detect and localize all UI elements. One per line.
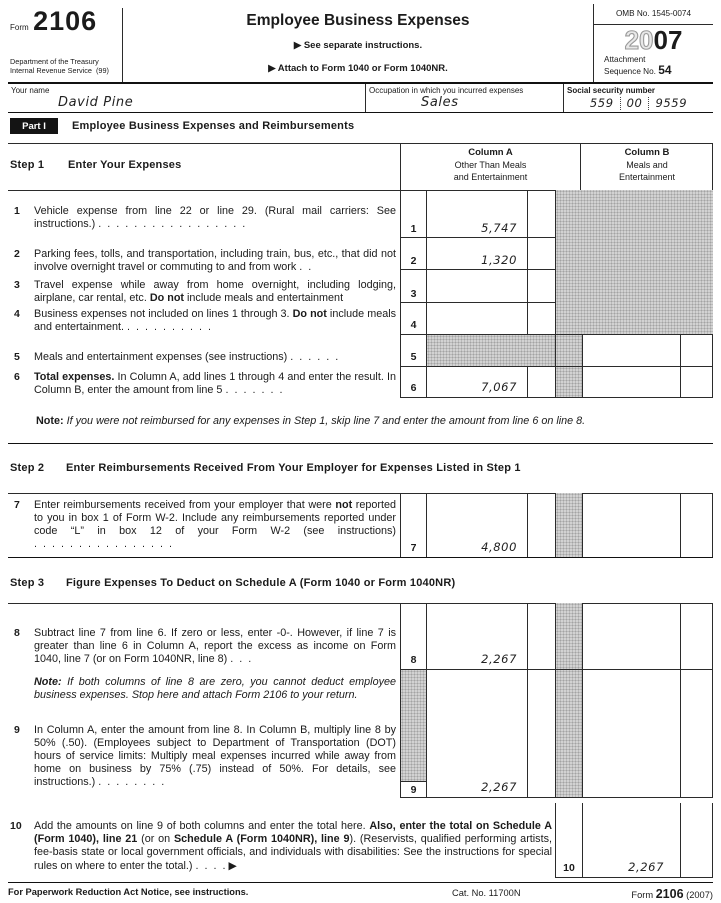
line6-amount-a: 7,067 (426, 367, 527, 397)
line7-amount-b[interactable] (582, 493, 680, 557)
line1-column-b-shaded (555, 190, 713, 238)
line9-amount-b[interactable] (582, 670, 680, 797)
column-divider-strip (555, 493, 582, 557)
attach-note: ▶ Attach to Form 1040 or Form 1040NR. (268, 63, 448, 74)
step1-label: Step 1 (10, 159, 45, 171)
attachment-sequence (594, 55, 713, 77)
dept-99: (99) (96, 65, 109, 75)
line9-cents-b[interactable] (680, 670, 713, 797)
line3-amount-a[interactable] (426, 270, 527, 303)
line6-box-number: 6 (400, 367, 426, 397)
line10-total-cents[interactable] (680, 803, 713, 877)
line8-box-number: 8 (400, 603, 426, 669)
footer-rule (8, 882, 713, 883)
paperwork-notice: For Paperwork Reduction Act Notice, see instructions. (8, 887, 249, 897)
column-b-name: Column B (624, 147, 670, 158)
sequence-word: Sequence No. (604, 67, 656, 76)
line6-text: Total expenses. In Column A, add lines 1 through 4 and enter the result. In Column B, enter the amount from line 5 . . . . . . . (34, 371, 396, 396)
line1-row (400, 190, 713, 238)
line1-cents-a[interactable] (527, 190, 555, 238)
line5-leader: . . . . . . (290, 351, 339, 363)
line1-leader: . . . . . . . . . . . . . . . . . (98, 218, 246, 230)
line8-text: Subtract line 7 from line 6. If zero or less, enter -0-. However, if line 7 is greater than line 6 in Column A, report the excess as income on Form 1040, line 7 (or on Form 1040NR, line 8) . . . (34, 627, 396, 665)
line8-cents-b[interactable] (680, 603, 713, 669)
step2-top-rule (8, 443, 713, 444)
line7-cents-b[interactable] (680, 493, 713, 557)
column-b-header (580, 143, 713, 190)
line3-column-b-shaded (555, 270, 713, 303)
line2-row (400, 238, 713, 270)
column-divider-strip (555, 367, 582, 397)
your-name-box (8, 84, 365, 112)
line8-cents-a[interactable] (527, 603, 555, 669)
your-name-label: Your name (11, 86, 50, 95)
line8-number: 8 (14, 627, 20, 639)
line1-box-number: 1 (400, 190, 426, 238)
line9-leader: . . . . . . . . (98, 776, 165, 788)
occupation-label: Occupation in which you incurred expenses (369, 86, 524, 95)
note-after-line8: Note: If both columns of line 8 are zero, you cannot deduct employee business expenses. Stop here and attach Form 2106 to your return. (34, 676, 396, 701)
treasury-dept-label (10, 58, 128, 75)
line9-number-column (400, 670, 426, 797)
line7-number: 7 (14, 499, 20, 511)
column-b-sub1: Meals and (626, 160, 668, 170)
line7-amount-a: 4,800 (426, 493, 527, 557)
year-bold-part: 07 (653, 25, 683, 55)
line10-text: Add the amounts on line 9 of both columns and enter the total here. Also, enter the total on Schedule A (Form 1040), line 21 (or on Schedule A (Form 1040NR), line 9). (Reservists, qualified performing artists, fee-basis state or local government officials, and individuals with disabilities: See the instructions for special rules on where to enter the total.) . . . . ▶ (34, 820, 552, 872)
line7-leader: . . . . . . . . . . . . . . . . (34, 538, 172, 550)
line5-column-a-shaded (426, 335, 555, 366)
line4-row (400, 303, 713, 335)
line2-box-number: 2 (400, 238, 426, 270)
line8-leader: . . . (230, 653, 252, 665)
line2-column-b-shaded (555, 238, 713, 270)
ssn-part-2[interactable]: 00 (626, 96, 643, 110)
dept-line1: Department of the Treasury (10, 57, 99, 66)
line4-text: Business expenses not included on lines 1 through 3. Do not include meals and entertainment. . . . . . . . . . . (34, 308, 397, 333)
step2-bottom-rule (8, 557, 713, 558)
line10-total-amount: 2,267 (582, 803, 680, 877)
ssn-box (563, 84, 713, 112)
line5-number: 5 (14, 351, 20, 363)
line7-row (400, 493, 713, 557)
identity-row (8, 84, 713, 113)
year-outline-part: 20 (624, 25, 654, 55)
line5-cents-b[interactable] (680, 335, 713, 366)
line3-row (400, 270, 713, 303)
line6-leader: . . . . . . . (225, 384, 283, 396)
ssn-label: Social security number (567, 86, 656, 95)
line3-box-number: 3 (400, 270, 426, 303)
column-divider-strip (555, 335, 582, 366)
line5-box-number: 5 (400, 335, 426, 366)
line2-leader: . . (299, 261, 312, 273)
line9-amount-a: 2,267 (426, 670, 527, 797)
line6-number: 6 (14, 371, 20, 383)
step2-title: Enter Reimbursements Received From Your Employer for Expenses Listed in Step 1 (66, 462, 521, 474)
footer-form-id: Form 2106 (2007) (631, 887, 713, 901)
omb-year-block (593, 4, 713, 82)
line6-amount-b[interactable] (582, 367, 680, 397)
line3-number: 3 (14, 279, 20, 291)
column-a-sub1: Other Than Meals (454, 160, 527, 170)
line9-row (400, 670, 713, 798)
line7-box-number: 7 (400, 493, 426, 557)
line2-text: Parking fees, tolls, and transportation, including train, bus, etc., that did not involve overnight travel or commuting to and from work . . (34, 248, 396, 273)
form-number: 2106 (33, 6, 98, 36)
sequence-number: 54 (658, 63, 672, 77)
omb-number: OMB No. 1545-0074 (594, 4, 713, 25)
form-word: Form (10, 23, 29, 32)
step1-title: Enter Your Expenses (68, 159, 182, 171)
line10-number: 10 (10, 820, 22, 832)
line4-leader: . . . . . . . . . . (127, 321, 212, 333)
part1-chip: Part I (10, 118, 58, 134)
ssn-part-1[interactable]: 559 (589, 96, 614, 110)
line4-cents-a[interactable] (527, 303, 555, 334)
step2-label: Step 2 (10, 462, 45, 474)
line7-text: Enter reimbursements received from your employer that were not reported to you in box 1 of Form W-2. Include any reimbursements reported under code “L” in box 12 of your Form W-2 (see instructions) . . . . . . . . . . . . . . . . (34, 499, 397, 550)
form-title: Employee Business Expenses (246, 12, 470, 29)
line2-number: 2 (14, 248, 20, 260)
column-divider-strip (555, 670, 582, 797)
column-divider-strip (555, 603, 582, 669)
part1-title: Employee Business Expenses and Reimbursements (72, 120, 355, 132)
line5-row (400, 335, 713, 367)
line1-number: 1 (14, 205, 20, 217)
line6-row (400, 367, 713, 398)
line7-cents-a[interactable] (527, 493, 555, 557)
catalog-number: Cat. No. 11700N (452, 888, 521, 898)
column-a-name: Column A (468, 147, 513, 158)
form-number-block (10, 8, 122, 35)
ssn-field[interactable] (564, 96, 713, 110)
line9-cents-a[interactable] (527, 670, 555, 797)
line2-amount-a: 1,320 (426, 238, 527, 270)
line9-box-number: 9 (401, 781, 426, 797)
column-b-sub2: Entertainment (618, 172, 676, 182)
note-after-line6: Note: If you were not reimbursed for any expenses in Step 1, skip line 7 and enter the amount from line 6 on line 8. (36, 415, 586, 427)
line3-cents-a[interactable] (527, 270, 555, 303)
occupation-box (365, 84, 563, 112)
line5-amount-b[interactable] (582, 335, 680, 366)
ssn-part-3[interactable]: 9559 (655, 96, 688, 110)
column-headers-row (400, 143, 713, 190)
occupation-field[interactable]: Sales (421, 95, 459, 110)
line8-amount-a: 2,267 (426, 603, 527, 669)
line1-amount-a: 5,747 (426, 190, 527, 238)
line3-text: Travel expense while away from home overnight, including lodging, airplane, car rental, etc. Do not include meals and entertainment (34, 279, 396, 304)
ssn-separator (620, 97, 621, 110)
line10-row (555, 803, 713, 878)
line10-leader: . . . . (195, 860, 226, 872)
line4-amount-a[interactable] (426, 303, 527, 334)
right-arrow-icon: ▶ (228, 859, 237, 872)
ssn-separator (648, 97, 649, 110)
line8-amount-b[interactable] (582, 603, 680, 669)
step3-label: Step 3 (10, 577, 45, 589)
line9-text: In Column A, enter the amount from line 8. In Column B, multiply line 8 by 50% (.50). (Employees subject to Department of Transportation (DOT) hours of service limits: Multiply meal expenses incurred while away from home on business by 75% (.75) instead of 50%. For details, see instructions.) . . . . . . . . (34, 724, 396, 788)
line8-row (400, 603, 713, 670)
column-a-sub2: and Entertainment (453, 172, 528, 182)
see-instructions-note: ▶ See separate instructions. (293, 40, 423, 51)
line2-cents-a[interactable] (527, 238, 555, 270)
line4-number: 4 (14, 308, 20, 320)
step3-title: Figure Expenses To Deduct on Schedule A (Form 1040 or Form 1040NR) (66, 577, 456, 589)
line5-text: Meals and entertainment expenses (see instructions) . . . . . . (34, 351, 339, 363)
dept-line2: Internal Revenue Service (10, 65, 92, 75)
line4-box-number: 4 (400, 303, 426, 334)
line6-cents-b[interactable] (680, 367, 713, 397)
your-name-field[interactable]: David Pine (58, 95, 134, 110)
line10-box-number: 10 (555, 803, 582, 877)
tax-year (594, 25, 713, 55)
line1-text: Vehicle expense from line 22 or line 29. (Rural mail carriers: See instructions.) . . . . . . . . . . . . . . . . . (34, 205, 396, 230)
line6-cents-a[interactable] (527, 367, 555, 397)
line9-number: 9 (14, 724, 20, 736)
column-a-header (400, 143, 580, 190)
line4-column-b-shaded (555, 303, 713, 334)
attachment-word: Attachment (604, 55, 646, 64)
